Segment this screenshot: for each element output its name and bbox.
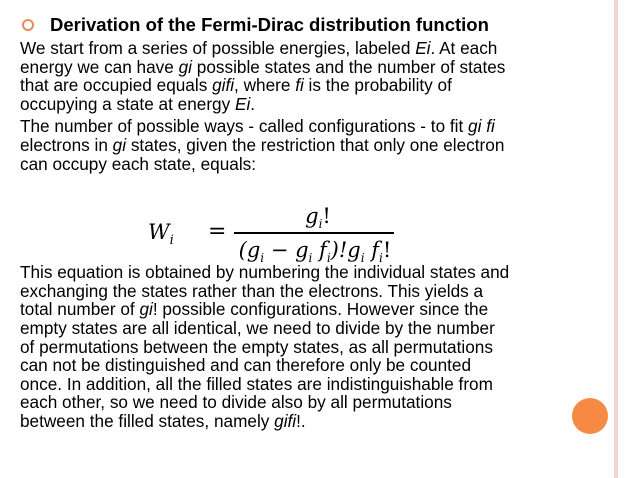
fraction-bar — [234, 232, 394, 234]
paragraph-configurations — [20, 117, 600, 173]
paragraph-explanation — [20, 263, 600, 430]
text-line: between the filled states, namely gifi!. — [20, 410, 306, 431]
equation-denominator: ($g_i - g_i$ $f_i)!g_i$ $f_i$! — [238, 238, 392, 266]
paragraph-intro — [20, 39, 600, 113]
text-line: exchanging the states rather than the electrons. This yields a — [20, 280, 484, 301]
text-line: electrons in gi states, given the restriction that only one electron — [20, 134, 505, 155]
heading-text: Derivation of the Fermi-Dirac distribution function — [50, 14, 489, 35]
bullet-circle-icon — [22, 19, 34, 31]
text-line: We start from a series of possible energies, labeled Ei. At each — [20, 38, 498, 58]
text-line: once. In addition, all the filled states are indistinguishable from — [20, 373, 493, 394]
text-line: The number of possible ways - called configurations - to fit gi fi — [20, 116, 495, 137]
text-line: occupying a state at energy Ei. — [20, 93, 256, 114]
equation-lhs: $W_i$ — [148, 220, 174, 249]
text-line: total number of gi! possible configurations. However since the — [20, 299, 489, 320]
equation-numerator: $g_i$! — [305, 204, 331, 232]
text-line: of permutations between the empty states, as all permutations — [20, 336, 493, 357]
text-line: energy we can have gi possible states and the number of states — [20, 56, 506, 77]
text-line: empty states are all identical, we need to divide by the number — [20, 317, 495, 338]
decorative-side-bar — [614, 0, 618, 478]
slide-content — [20, 14, 600, 435]
configuration-equation — [148, 206, 408, 266]
equation-equals-sign: = — [208, 219, 227, 244]
text-line: each other, so we need to divide also by all permutations — [20, 392, 452, 413]
text-line: can not be distinguished and can therefore only be counted — [20, 355, 472, 376]
text-line: can occupy each state, equals: — [20, 153, 257, 174]
text-line: This equation is obtained by numbering the individual states and — [20, 262, 510, 283]
slide-heading — [20, 14, 600, 36]
text-line: that are occupied equals gifi, where fi is the probability of — [20, 75, 452, 96]
